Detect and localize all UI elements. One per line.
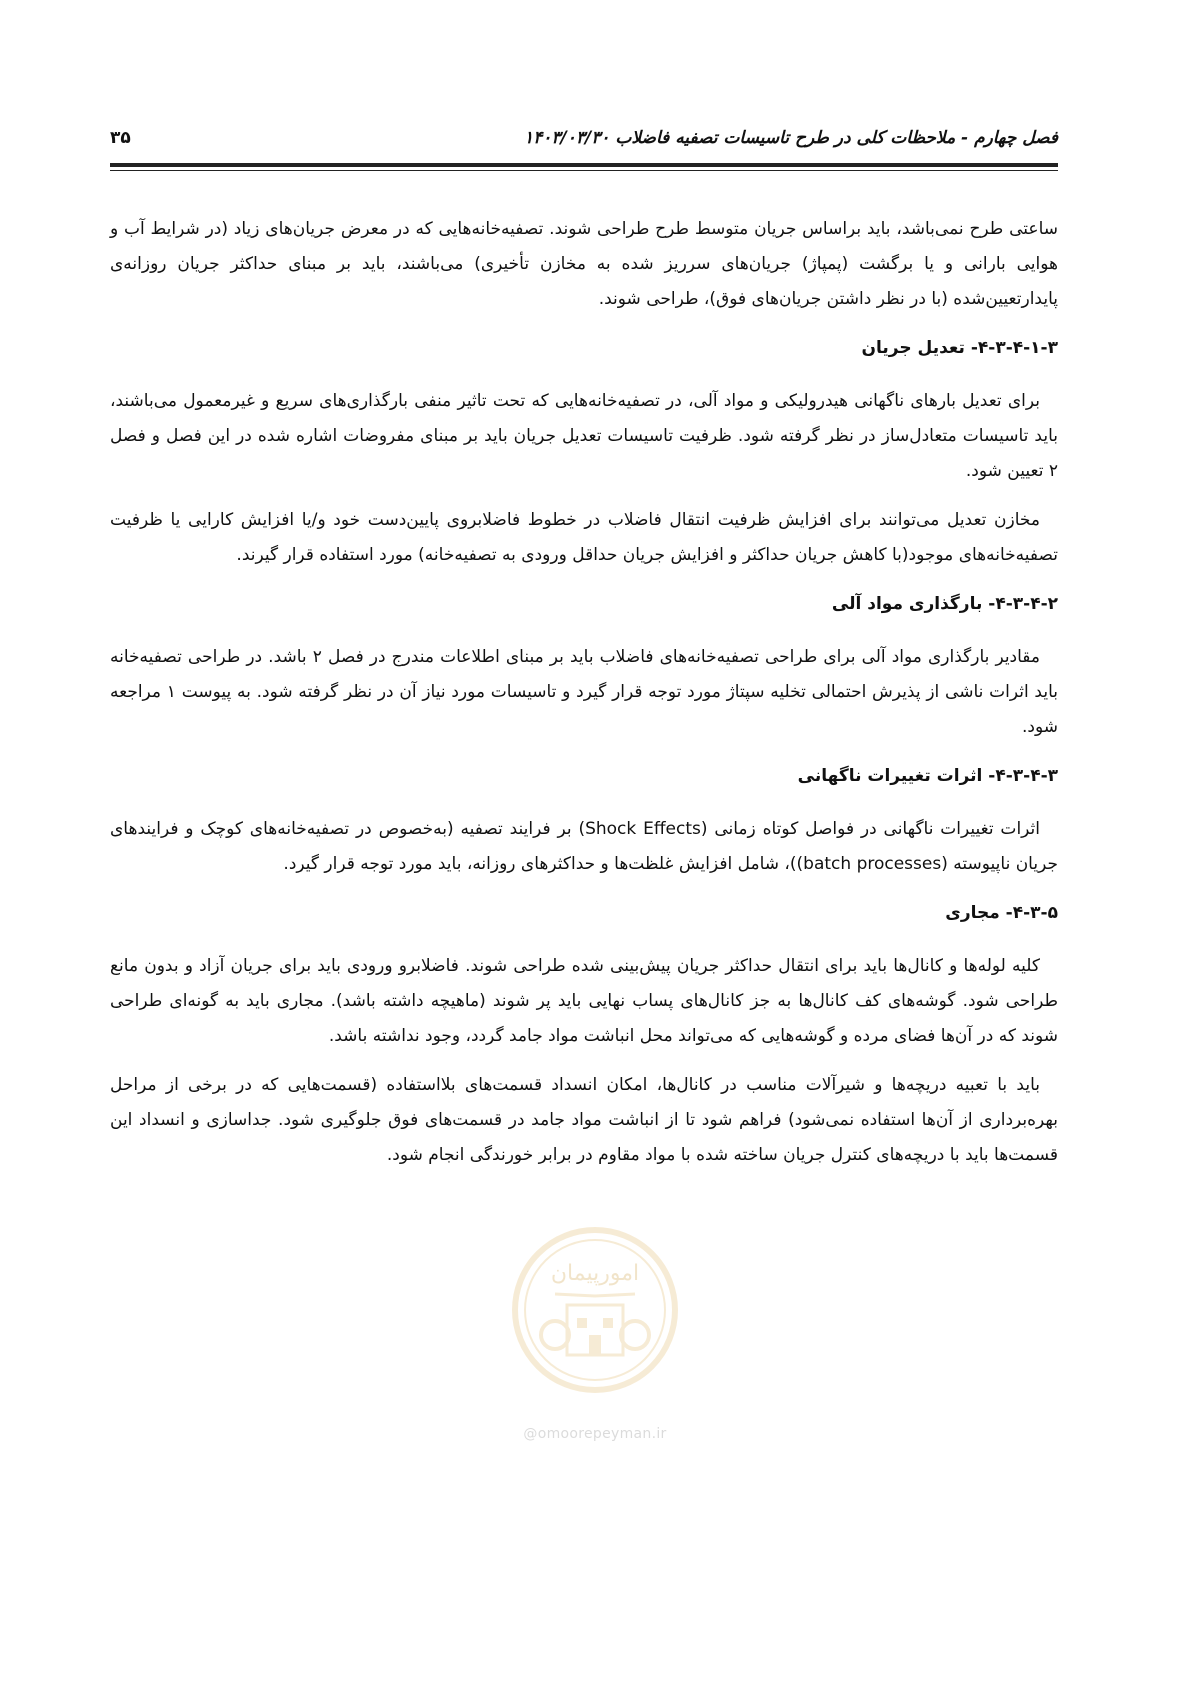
- heading-conduits: ۴-۳-۵- مجاری: [945, 903, 1058, 923]
- paragraph-conduits-1: کلیه لوله‌ها و کانال‌ها باید برای انتقال حداکثر جریان پیش‌بینی شده طراحی شوند. فاضلابرو ورودی باید برای جریان آزاد و بدون مانع طراحی شود. گوشه‌های کف کانال‌ها به جز کانال‌های پساب نهایی باید پر شوند (ماهیچه داشته باشد). مجاری باید به گونه‌ای طراحی شوند که در آن‌ها فضای مرده و گوشه‌هایی که می‌تواند محل انباشت مواد جامد گردد، وجود نداشته باشد.: [110, 956, 1058, 1046]
- heading-flow-equalization: ۴-۳-۴-۱-۳- تعدیل جریان: [861, 338, 1058, 358]
- page-header: [110, 128, 1058, 158]
- paragraph-intro: ساعتی طرح نمی‌باشد، باید براساس جریان متوسط طرح طراحی شوند. تصفیه‌خانه‌هایی که در معرض جریان‌های زیاد (در شرایط آب و هوایی بارانی و یا برگشت (پمپاژ) جریان‌های سرریز شده به مخازن تأخیری) می‌باشند، باید بر مبنای حداکثر جریان روزانه‌ی پایدارتعیین‌شده (با در نظر داشتن جریان‌های فوق)، طراحی شوند.: [110, 219, 1058, 309]
- watermark-logo-icon: [505, 1210, 685, 1415]
- header-rule-thick: [110, 163, 1058, 167]
- page-body: [110, 212, 1058, 1187]
- watermark-url: @omoorepeyman.ir: [523, 1426, 667, 1442]
- paragraph-organic: مقادیر بارگذاری مواد آلی برای طراحی تصفیه‌خانه‌های فاضلاب باید بر مبنای اطلاعات مندرج در فصل ۲ باشد. در طراحی تصفیه‌خانه باید اثرات ناشی از پذیرش احتمالی تخلیه سپتاژ مورد توجه قرار گیرد و تاسیسات مورد نیاز آن در نظر گرفته شود. به پیوست ۱ مراجعه شود.: [110, 647, 1059, 737]
- paragraph-equalization-1: برای تعدیل بارهای ناگهانی هیدرولیکی و مواد آلی، در تصفیه‌خانه‌هایی که تحت تاثیر منفی بارگذاری‌های سریع و غیرمعمول می‌باشند، باید تاسیسات متعادل‌ساز در نظر گرفته شود. ظرفیت تاسیسات تعدیل جریان باید بر مبنای مفروضات اشاره شده در این فصل و فصل ۲ تعیین شود.: [110, 391, 1058, 481]
- paragraph-equalization-2: مخازن تعدیل می‌توانند برای افزایش ظرفیت انتقال فاضلاب در خطوط فاضلابروی پایین‌دست خود و/یا افزایش کارایی یا ظرفیت تصفیه‌خانه‌های موجود(با کاهش جریان حداکثر و افزایش جریان حداقل ورودی به تصفیه‌خانه) مورد استفاده قرار گیرند.: [110, 510, 1058, 565]
- header-rule-thin: [110, 170, 1058, 171]
- heading-organic-loading: ۴-۳-۴-۲- بارگذاری مواد آلی: [831, 594, 1058, 614]
- page-number: ۳۵: [110, 128, 131, 148]
- watermark-logo-text: امورپیمان: [550, 1261, 640, 1286]
- paragraph-shock: اثرات تغییرات ناگهانی در فواصل کوتاه زمانی (Shock Effects) بر فرایند تصفیه (به‌خصوص در تصفیه‌خانه‌های کوچک و فرایندهای جریان ناپیوسته (batch processes))، شامل افزایش غلظت‌ها و حداکثرهای روزانه، باید مورد توجه قرار گیرد.: [110, 819, 1058, 874]
- heading-shock-effects: ۴-۳-۴-۳- اثرات تغییرات ناگهانی: [797, 766, 1058, 786]
- paragraph-conduits-2: باید با تعبیه دریچه‌ها و شیرآلات مناسب در کانال‌ها، امکان انسداد قسمت‌های بلااستفاده (قسمت‌هایی که در برخی از مراحل بهره‌برداری از آن‌ها استفاده نمی‌شود) فراهم شود تا از انباشت مواد جامد در قسمت‌های فوق جلوگیری شود. جداسازی و انسداد این قسمت‌ها باید با دریچه‌های کنترل جریان ساخته شده با مواد مقاوم در برابر خورندگی انجام شود.: [110, 1075, 1058, 1165]
- watermark: [505, 1210, 685, 1450]
- header-title: فصل چهارم - ملاحظات کلی در طرح تاسیسات تصفیه فاضلاب ۱۴۰۳/۰۳/۳۰: [524, 128, 1058, 148]
